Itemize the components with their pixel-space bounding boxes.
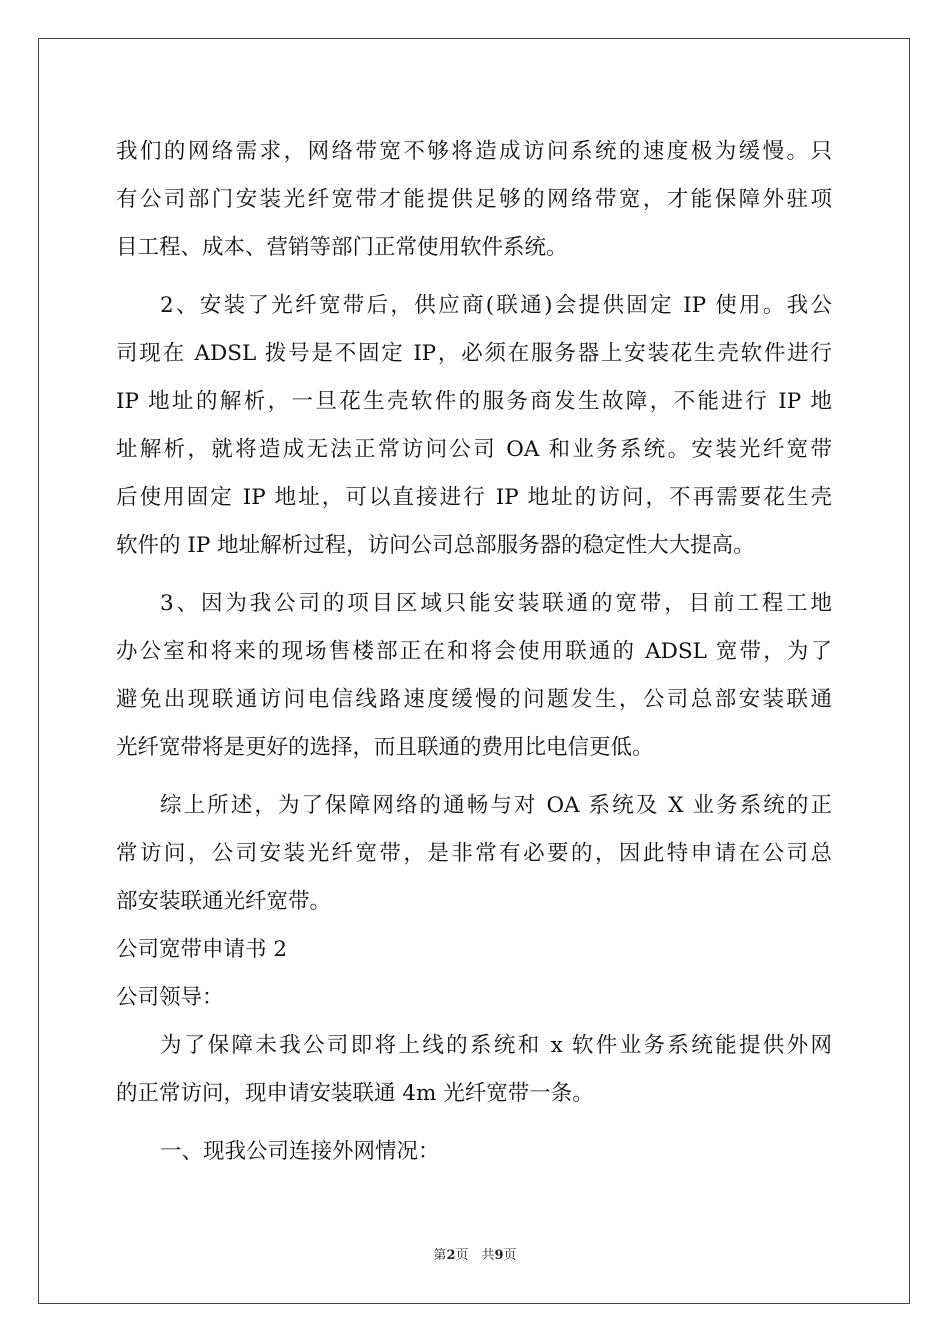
page-current: 2 — [446, 1248, 456, 1263]
text-line: 址解析，就将造成无法正常访问公司 OA 和业务系统。安装光纤宽带 — [116, 437, 832, 462]
document-body — [116, 128, 832, 1176]
page-footer — [0, 1244, 950, 1263]
text-line: IP 地址的解析，一旦花生壳软件的服务商发生故障，不能进行 IP 地 — [116, 389, 832, 414]
page-mid: 页 共 — [455, 1248, 495, 1263]
text-line: 为了保障未我公司即将上线的系统和 x 软件业务系统能提供外网 — [160, 1033, 832, 1058]
salutation: 公司领导： — [116, 985, 224, 1010]
paragraph-5 — [116, 1022, 832, 1118]
page-total: 9 — [494, 1248, 504, 1263]
paragraph-4 — [116, 782, 832, 926]
text-line: 常访问，公司安装光纤宽带，是非常有必要的，因此特申请在公司总 — [116, 841, 832, 866]
text-line: 避免出现联通访问电信线路速度缓慢的问题发生，公司总部安装联通 — [116, 687, 832, 712]
text-line: 办公室和将来的现场售楼部正在和将会使用联通的 ADSL 宽带，为了 — [116, 639, 832, 664]
page-suffix: 页 — [503, 1248, 517, 1263]
page-prefix: 第 — [433, 1248, 447, 1263]
text-line: 光纤宽带将是更好的选择，而且联通的费用比电信更低。 — [116, 735, 654, 760]
text-line: 我们的网络需求，网络带宽不够将造成访问系统的速度极为缓慢。只 — [116, 139, 832, 164]
section-title: 公司宽带申请书 2 — [116, 937, 288, 962]
text-line: 的正常访问，现申请安装联通 4m 光纤宽带一条。 — [116, 1081, 594, 1106]
text-line: 2、安装了光纤宽带后，供应商(联通)会提供固定 IP 使用。我公 — [160, 293, 832, 318]
text-line: 司现在 ADSL 拨号是不固定 IP，必须在服务器上安装花生壳软件进行 — [116, 341, 832, 366]
paragraph-2 — [116, 282, 832, 570]
subsection-heading: 一、现我公司连接外网情况： — [160, 1139, 440, 1164]
text-line: 后使用固定 IP 地址，可以直接进行 IP 地址的访问，不再需要花生壳 — [116, 485, 832, 510]
paragraph-3 — [116, 580, 832, 772]
text-line: 部安装联通光纤宽带。 — [116, 889, 332, 914]
text-line: 目工程、成本、营销等部门正常使用软件系统。 — [116, 235, 568, 260]
text-line: 软件的 IP 地址解析过程，访问公司总部服务器的稳定性大大提高。 — [116, 533, 755, 558]
text-line: 综上所述，为了保障网络的通畅与对 OA 系统及 X 业务系统的正 — [160, 793, 832, 818]
text-line: 有公司部门安装光纤宽带才能提供足够的网络带宽，才能保障外驻项 — [116, 187, 832, 212]
text-line: 3、因为我公司的项目区域只能安装联通的宽带，目前工程工地 — [160, 591, 832, 616]
paragraph-1 — [116, 128, 832, 272]
